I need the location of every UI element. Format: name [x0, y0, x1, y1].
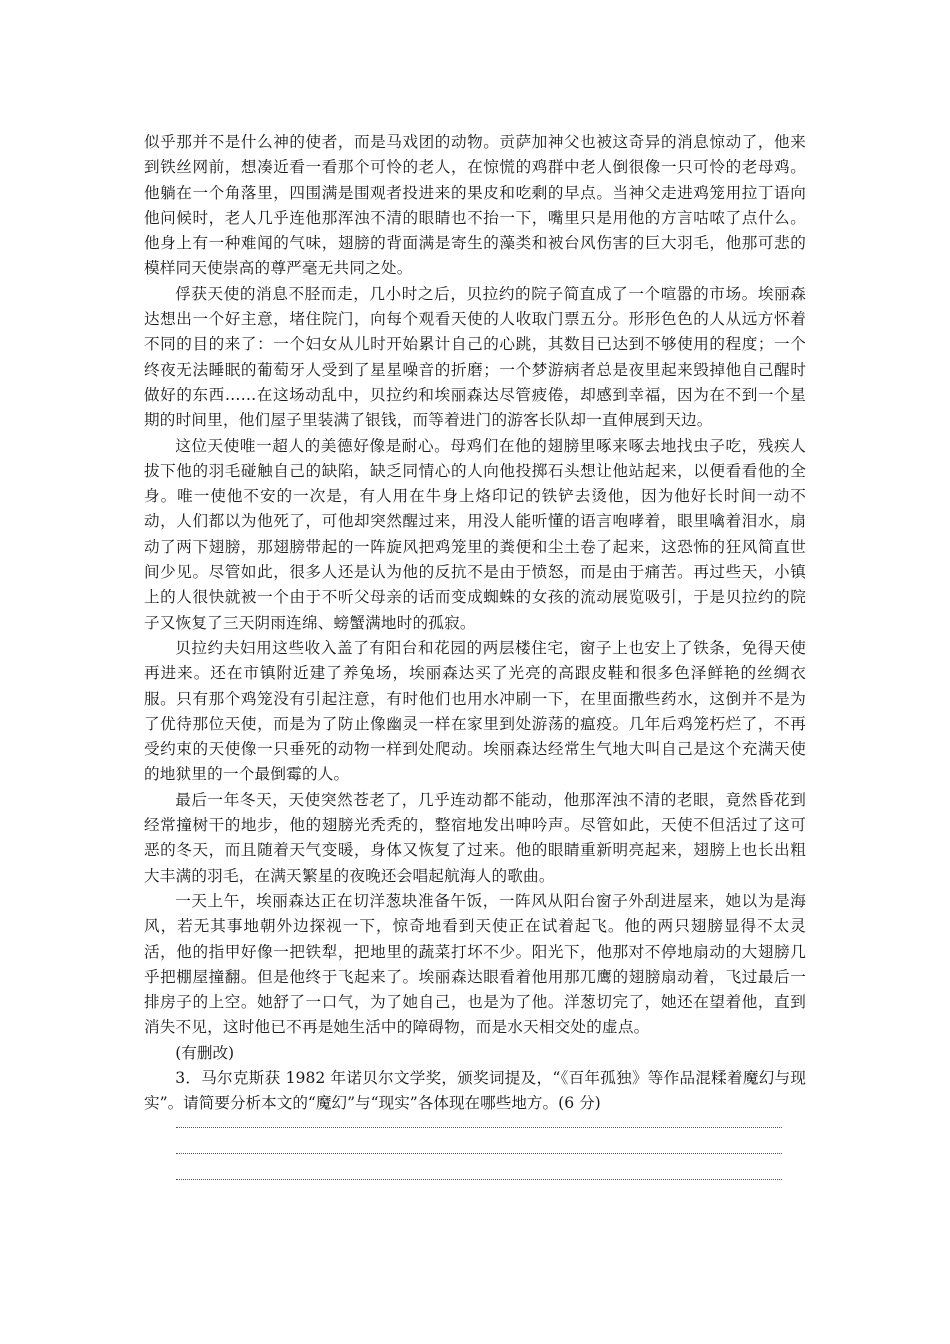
paragraph-1: 似乎那并不是什么神的使者，而是马戏团的动物。贡萨加神父也被这奇异的消息惊动了，他来到铁丝网前，想凑近看一看那个可怜的老人，在惊慌的鸡群中老人倒很像一只可怜的老母鸡。他躺在一个角落里，四围满是围观者投进来的果皮和吃剩的早点。当神父走进鸡笼用拉丁语向他问候时，老人几乎连他那浑浊不清的眼睛也不抬一下，嘴里只是用他的方言咕哝了点什么。他身上有一种难闻的气味，翅膀的背面满是寄生的藻类和被台风伤害的巨大羽毛，他那可悲的模样同天使崇高的尊严毫无共同之处。: [144, 133, 806, 278]
question-3: 3．马尔克斯获 1982 年诺贝尔文学奖，颁奖词提及，“《百年孤独》等作品混糅着魔幻与现实”。请简要分析本文的“魔幻”与“现实”各体现在哪些地方。(6 分): [144, 1068, 806, 1113]
answer-area[interactable]: [144, 1127, 806, 1180]
document-page: [144, 130, 806, 1205]
paragraph-2: 俘获天使的消息不胫而走，几小时之后，贝拉约的院子简直成了一个喧嚣的市场。埃丽森达想出一个好主意，堵住院门，向每个观看天使的人收取门票五分。形形色色的人从远方怀着不同的目的来了：一个妇女从儿时开始累计自己的心跳，其数目已达到不够使用的程度；一个终夜无法睡眠的葡萄牙人受到了星星噪音的折磨；一个梦游病者总是夜里起来毁掉他自己醒时做好的东西……在这场动乱中，贝拉约和埃丽森达尽管疲倦，却感到幸福，因为在不到一个星期的时间里，他们屋子里装满了银钱，而等着进门的游客长队却一直伸展到天边。: [144, 284, 806, 430]
answer-line[interactable]: [176, 1153, 782, 1154]
paragraph-6: 一天上午，埃丽森达正在切洋葱块准备午饭，一阵风从阳台窗子外刮进屋来，她以为是海风，若无其事地朝外边探视一下，惊奇地看到天使正在试着起飞。他的两只翅膀显得不太灵活，他的指甲好像一把铁犁，把地里的蔬菜打坏不少。阳光下，他那对不停地扇动的大翅膀几乎把棚屋撞翻。但是他终于飞起来了。埃丽森达眼看着他用那兀鹰的翅膀扇动着，飞过最后一排房子的上空。她舒了一口气，为了她自己，也是为了他。洋葱切完了，她还在望着他，直到消失不见，这时他已不再是她生活中的障碍物，而是水天相交处的虚点。: [144, 891, 806, 1037]
paragraph-5: 最后一年冬天，天使突然苍老了，几乎连动都不能动，他那浑浊不清的老眼，竟然昏花到经常撞树干的地步，他的翅膀光秃秃的，整宿地发出呻吟声。尽管如此，天使不但活过了这可恶的冬天，而且随着天气变暖，身体又恢复了过来。他的眼睛重新明亮起来，翅膀上也长出粗大丰满的羽毛，在满天繁星的夜晚还会唱起航海人的歌曲。: [144, 790, 806, 885]
paragraph-3: 这位天使唯一超人的美德好像是耐心。母鸡们在他的翅膀里啄来啄去地找虫子吃，残疾人拔下他的羽毛碰触自己的缺陷，缺乏同情心的人向他投掷石头想让他站起来，以便看看他的全身。唯一使他不安的一次是，有人用在牛身上烙印记的铁铲去烫他，因为他好长时间一动不动，人们都以为他死了，可他却突然醒过来，用没人能听懂的语言咆哮着，眼里噙着泪水，扇动了两下翅膀，那翅膀带起的一阵旋风把鸡笼里的粪便和尘土卷了起来，这恐怖的狂风简直世间少见。尽管如此，很多人还是认为他的反抗不是由于愤怒，而是由于痛苦。再过些天，小镇上的人很快就被一个由于不听父母亲的话而变成蜘蛛的女孩的流动展览吸引，于是贝拉约的院子又恢复了三天阴雨连绵、螃蟹满地时的孤寂。: [144, 436, 806, 632]
answer-line[interactable]: [176, 1179, 782, 1180]
answer-line[interactable]: [176, 1127, 782, 1128]
abridged-note: (有删改): [175, 1043, 235, 1062]
paragraph-4: 贝拉约夫妇用这些收入盖了有阳台和花园的两层楼住宅，窗子上也安上了铁条，免得天使再进来。还在市镇附近建了养兔场，埃丽森达买了光亮的高跟皮鞋和很多色泽鲜艳的丝绸衣服。只有那个鸡笼没有引起注意，有时他们也用水冲刷一下，在里面撒些药水，这倒并不是为了优待那位天使，而是为了防止像幽灵一样在家里到处游荡的瘟疫。几年后鸡笼朽烂了，不再受约束的天使像一只垂死的动物一样到处爬动。埃丽森达经常生气地大叫自己是这个充满天使的地狱里的一个最倒霉的人。: [144, 638, 806, 784]
